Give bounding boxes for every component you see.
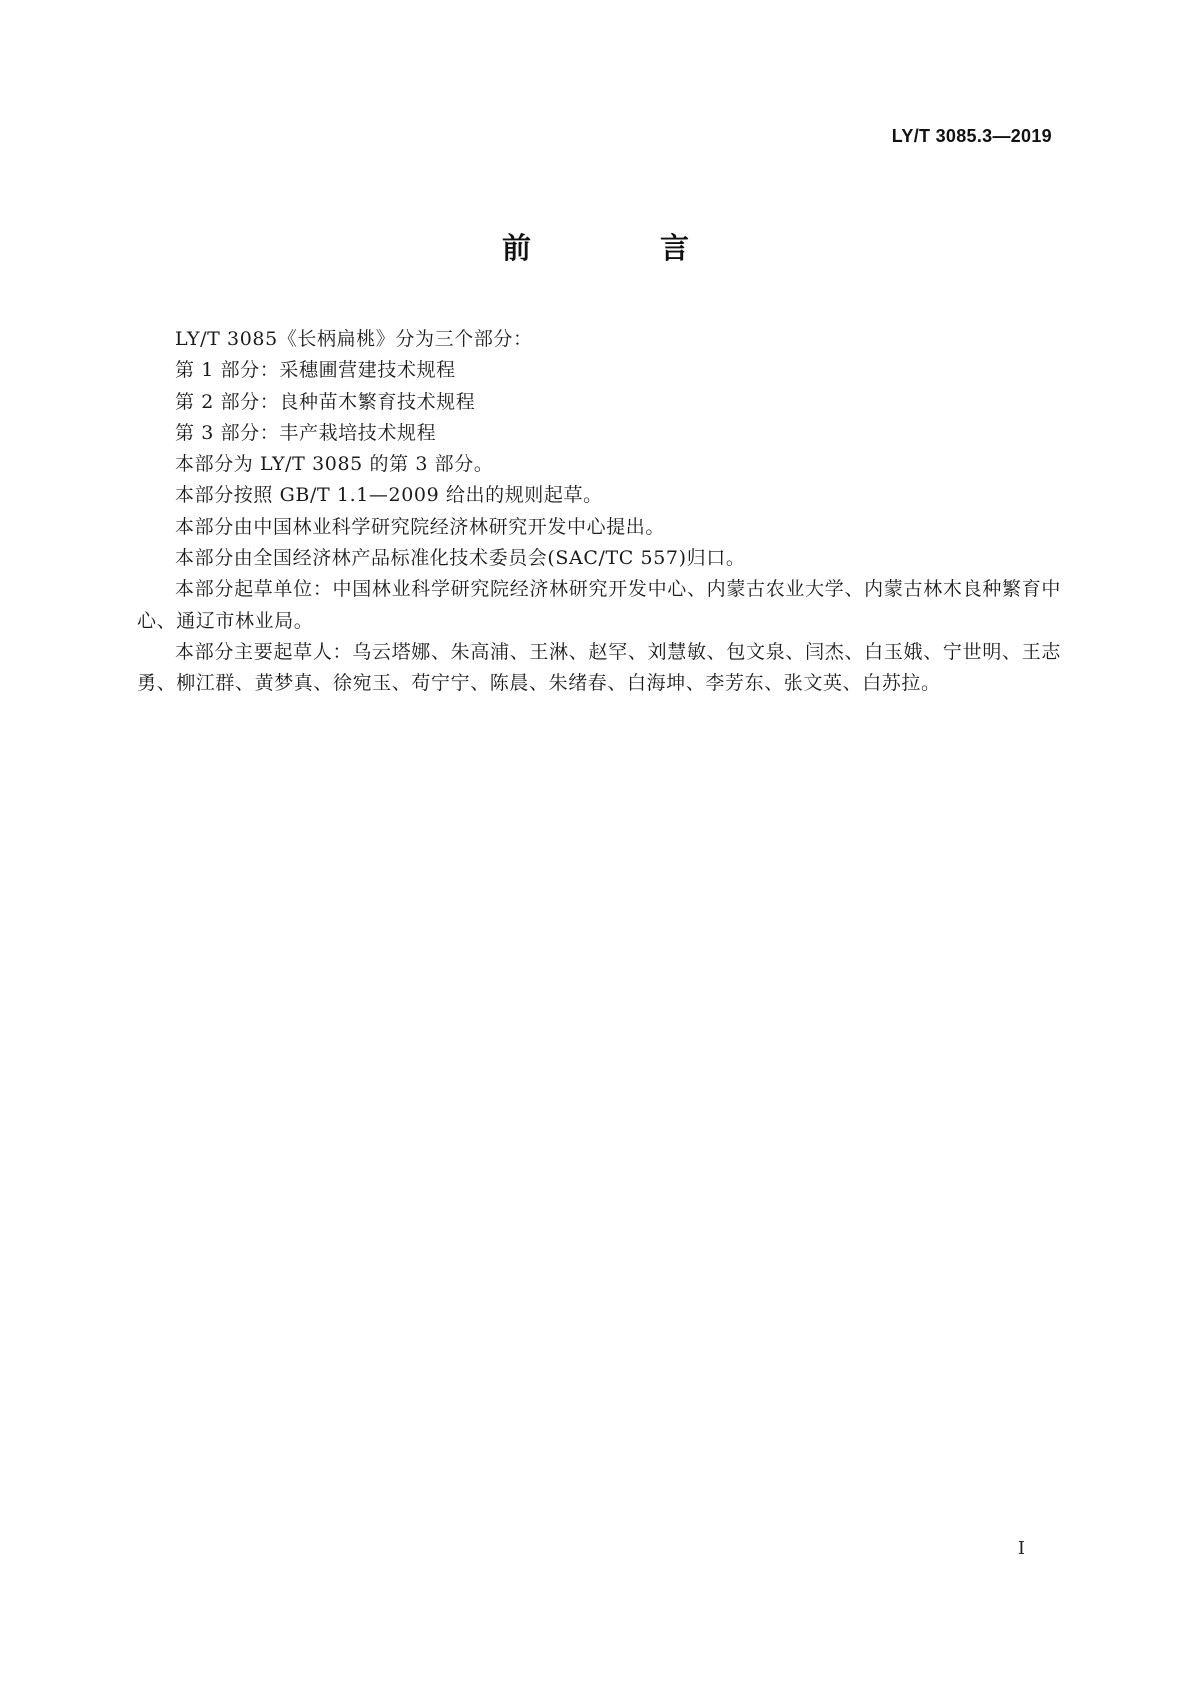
foreword-body — [137, 324, 1061, 700]
paragraph-drafting-units: 本部分起草单位：中国林业科学研究院经济林研究开发中心、内蒙古农业大学、内蒙古林木良种繁育中心、通辽市林业局。 — [137, 578, 1061, 632]
paragraph-parts-intro: LY/T 3085《长柄扁桃》分为三个部分： — [175, 328, 533, 350]
paragraph-managed-by: 本部分由全国经济林产品标准化技术委员会(SAC/TC 557)归口。 — [175, 547, 746, 570]
paragraph-part-3: 第 3 部分：丰产栽培技术规程 — [175, 421, 437, 444]
page-number: I — [1017, 1538, 1025, 1559]
paragraph-part-1: 第 1 部分：采穗圃营建技术规程 — [175, 359, 456, 382]
paragraph-proposed-by: 本部分由中国林业科学研究院经济林研究开发中心提出。 — [175, 515, 666, 538]
foreword-title: 前 言 — [501, 231, 739, 265]
paragraph-this-part: 本部分为 LY/T 3085 的第 3 部分。 — [175, 453, 494, 476]
paragraph-drafting-rules: 本部分按照 GB/T 1.1—2009 给出的规则起草。 — [175, 484, 603, 507]
paragraph-drafters: 本部分主要起草人：乌云塔娜、朱高浦、王淋、赵罕、刘慧敏、包文泉、闫杰、白玉娥、宁世明、王志勇、柳江群、黄梦真、徐宛玉、苟宁宁、陈晨、朱绪春、白海坤、李芳东、张文英、白苏拉。 — [137, 640, 1061, 695]
standard-code: LY/T 3085.3—2019 — [891, 126, 1052, 146]
paragraph-part-2: 第 2 部分：良种苗木繁育技术规程 — [175, 390, 476, 413]
